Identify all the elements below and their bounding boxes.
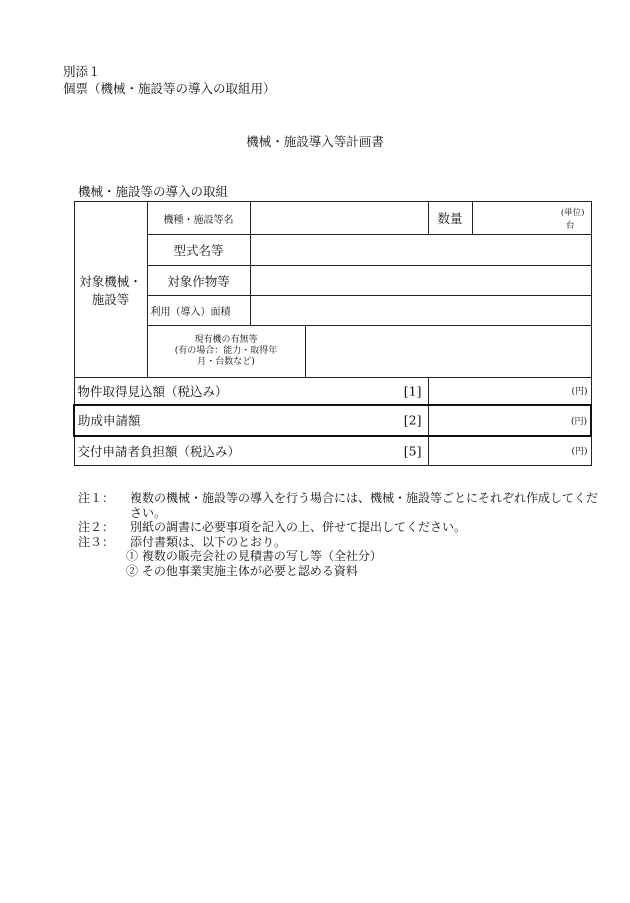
unit-label: (単位) bbox=[560, 208, 585, 218]
unit-value: 台 bbox=[565, 221, 575, 231]
subsidy-amount-label: 助成申請額 [2] bbox=[74, 405, 428, 436]
form-type: 個票（機械・施設等の導入の取組用） bbox=[63, 81, 276, 96]
acquisition-amount-label: 物件取得見込額（税込み） [1] bbox=[74, 378, 428, 405]
model-label: 型式名等 bbox=[147, 235, 250, 266]
section-label: 機械・施設等の導入の取組 bbox=[78, 184, 229, 199]
crop-label: 対象作物等 bbox=[147, 266, 250, 296]
applicant-burden-label: 交付申請者負担額（税込み） [5] bbox=[74, 436, 428, 466]
note-1: 注１： 複数の機械・施設等の導入を行う場合には、機械・施設等ごとにそれぞれ作成してください。 bbox=[78, 491, 599, 520]
notes-section bbox=[78, 491, 598, 578]
subsidy-amount-field[interactable]: (円) bbox=[428, 405, 591, 436]
tag-5: [5] bbox=[403, 443, 422, 459]
note-3: 注３： 添付書類は、以下のとおり。 bbox=[78, 534, 287, 549]
area-field[interactable] bbox=[250, 296, 591, 326]
acquisition-amount-field[interactable]: (円) bbox=[428, 378, 591, 405]
tag-2: [2] bbox=[403, 412, 422, 428]
applicant-burden-field[interactable]: (円) bbox=[428, 436, 591, 466]
plan-form-table bbox=[73, 201, 592, 466]
existing-equipment-label: 現有機の有無等 (有の場合：能力・取得年 月・台数など) bbox=[147, 326, 305, 378]
quantity-field[interactable] bbox=[472, 202, 591, 235]
area-label: 利用（導入）面積 bbox=[147, 296, 250, 326]
note-2: 注２： 別紙の調書に必要事項を記入の上、併せて提出してください。 bbox=[78, 520, 467, 534]
attachment-number: 別添１ bbox=[63, 64, 101, 79]
model-field[interactable] bbox=[250, 235, 591, 266]
machine-name-field[interactable] bbox=[250, 202, 428, 235]
target-equipment-label: 対象機械・ 施設等 bbox=[74, 202, 147, 378]
tag-1: [1] bbox=[403, 383, 422, 399]
existing-equipment-field[interactable] bbox=[305, 326, 591, 378]
document-header bbox=[63, 63, 276, 97]
crop-field[interactable] bbox=[250, 266, 591, 296]
machine-name-label: 機種・施設等名 bbox=[147, 202, 250, 235]
note-3-item-1: ① 複数の販売会社の見積書の写し等（全社分） bbox=[126, 549, 382, 563]
note-3-item-2: ② その他事業実施主体が必要と認める資料 bbox=[126, 563, 358, 578]
quantity-label: 数量 bbox=[428, 202, 472, 235]
document-title: 機械・施設導入等計画書 bbox=[246, 134, 384, 149]
